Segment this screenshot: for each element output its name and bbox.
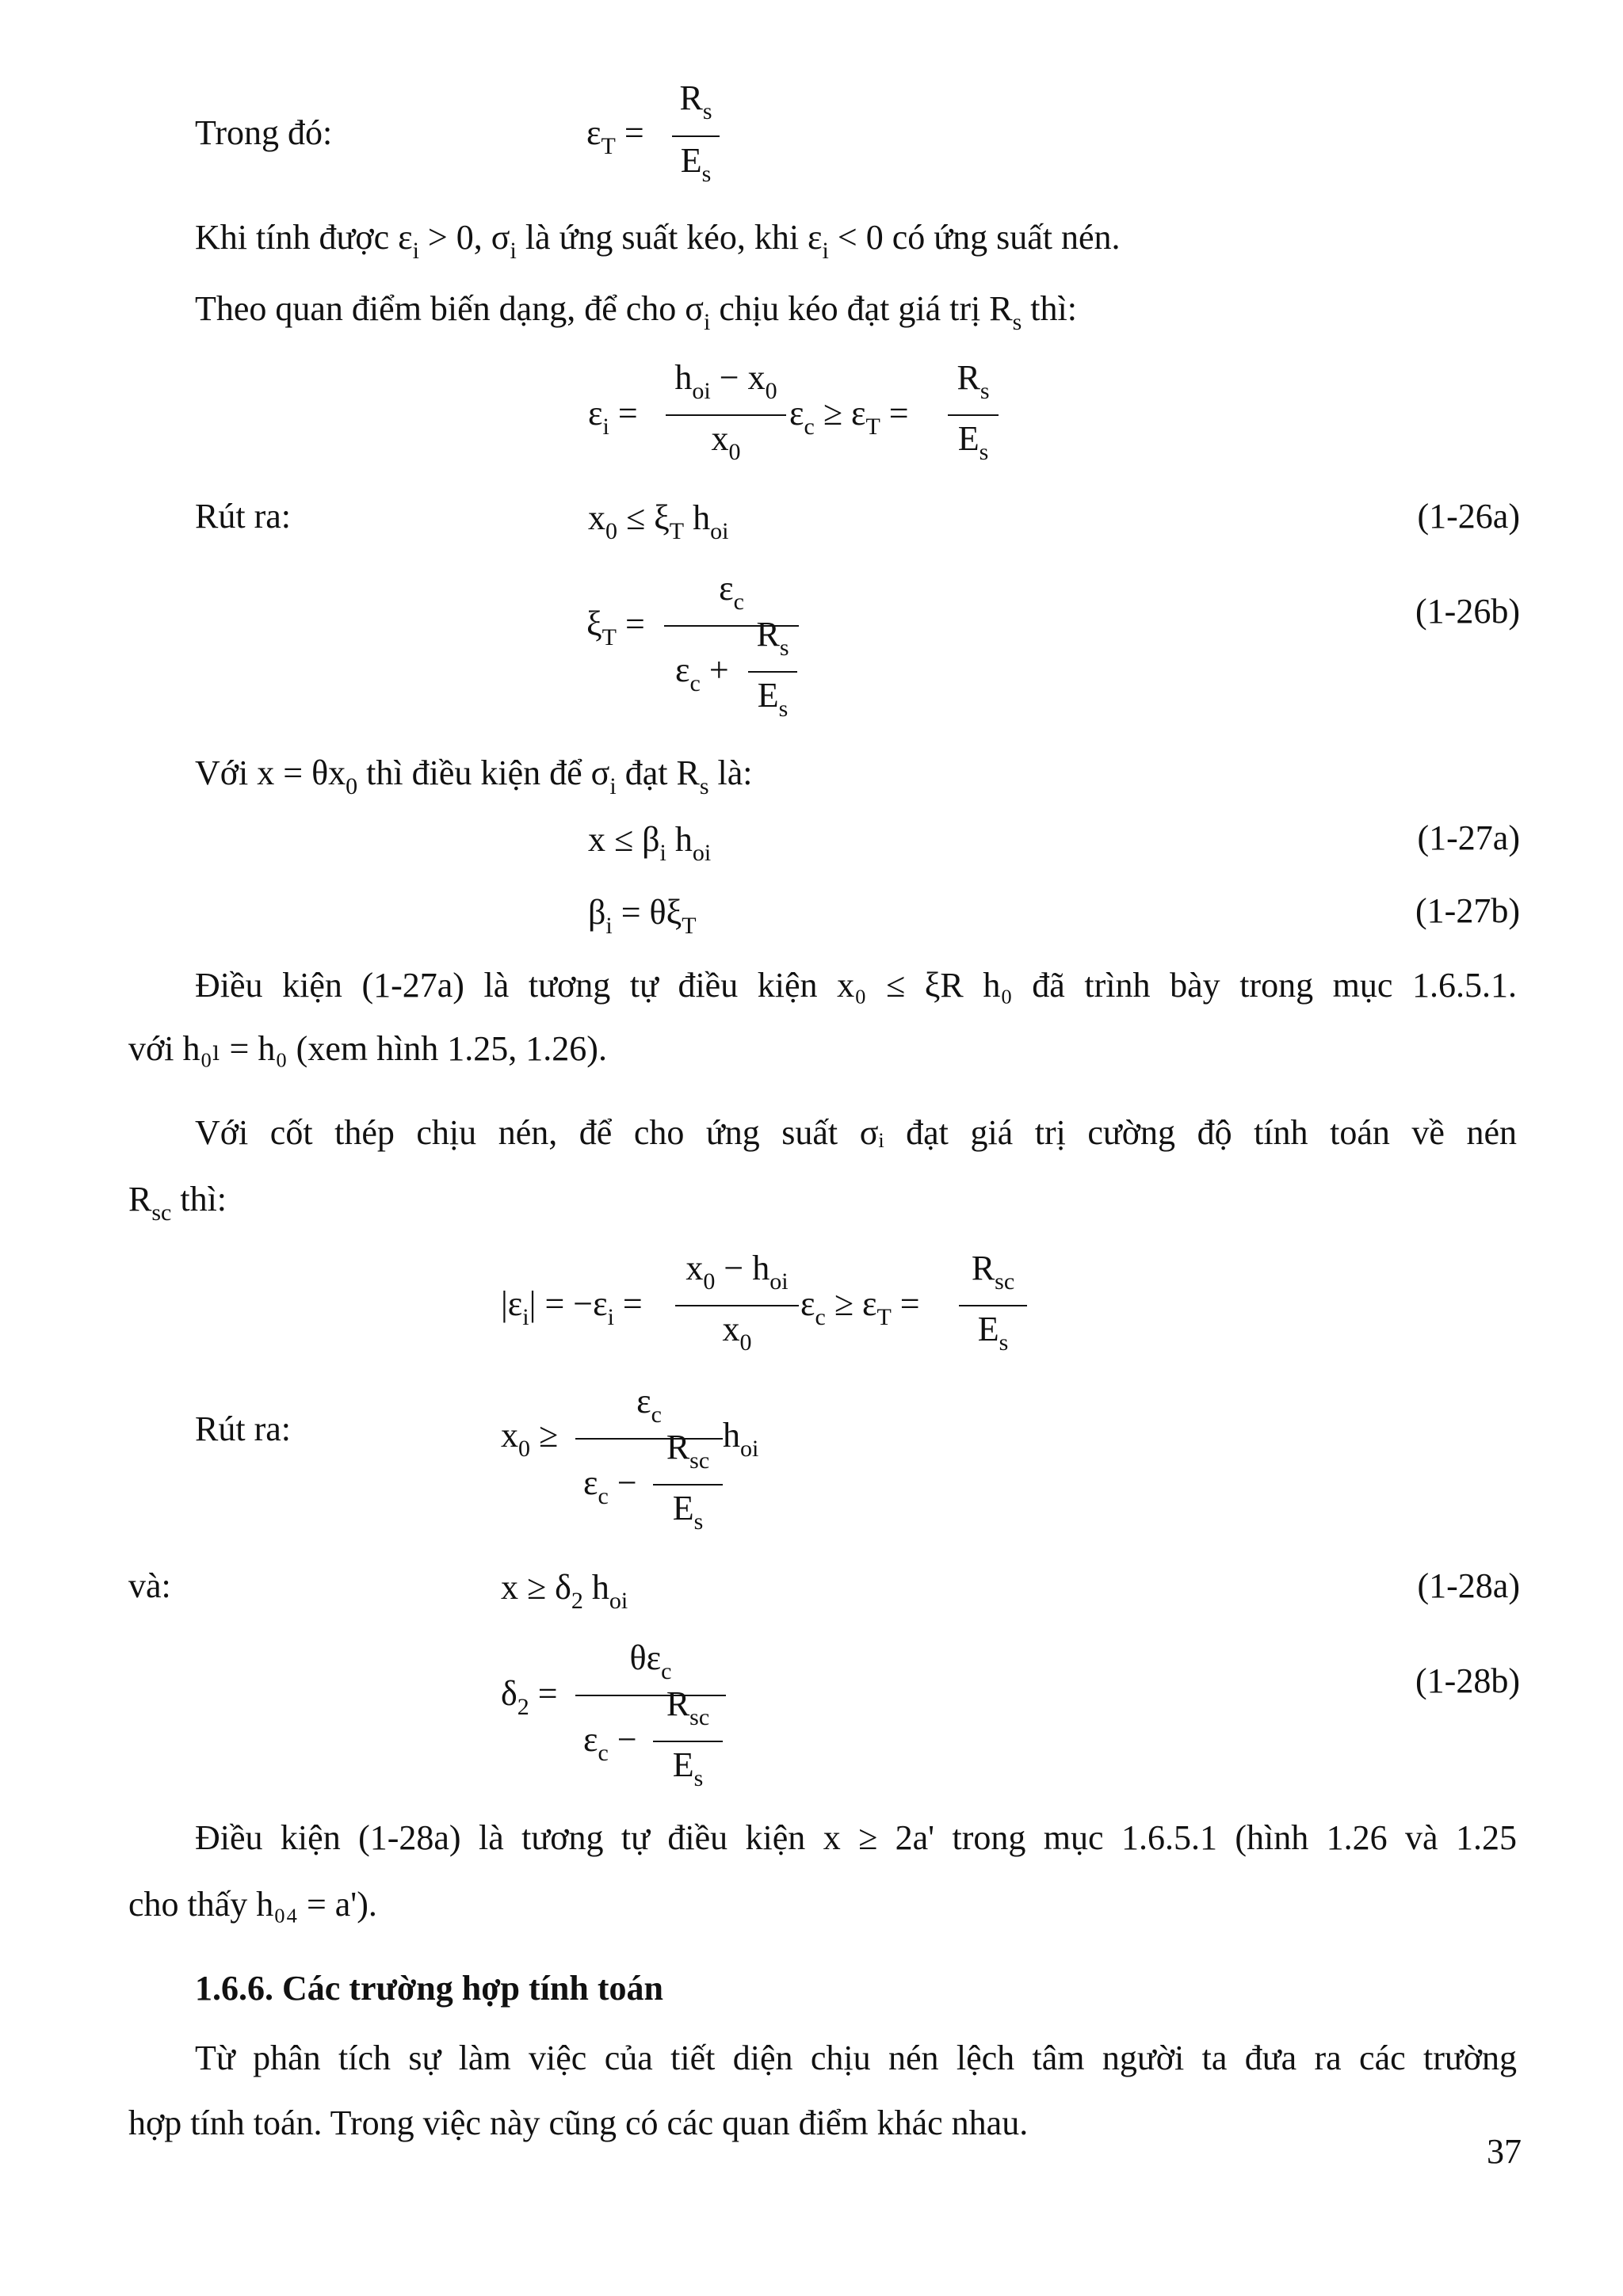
eq-26b-number: (1-26b) <box>1415 592 1520 631</box>
page-number: 37 <box>1487 2132 1522 2171</box>
eq-x0-geq-denominator-fraction: $R_{sc}$ $E_s$ <box>653 1428 723 1542</box>
dieu-kien-28a-line-1: Điều kiện (1-28a) là tương tự điều kiện x ≥ 2a' trong mục 1.6.5.1 (hình 1.26 và 1.25 <box>195 1818 1517 1857</box>
eq-epsilon-i-fraction: $h_{oi} - x_0$ $x_0$ <box>666 358 786 472</box>
eq-epsilon-t-fraction: $R_s$ $E_s$ <box>672 78 720 195</box>
para-last-line-2: hợp tính toán. Trong việc này cũng có các quan điểm khác nhau. <box>128 2103 1029 2142</box>
dieu-kien-28a-line-2: cho thấy h₀₄ = a'). <box>128 1885 377 1924</box>
eq-28b-fraction: $\theta\varepsilon_c$ <box>575 1638 726 1699</box>
eq-26b-lhs: $\xi_T$ = <box>586 605 645 650</box>
eq-27a-number: (1-27a) <box>1417 818 1520 857</box>
eq-epsilon-i-rs-es: $R_s$ $E_s$ <box>948 358 999 472</box>
voi-cot-thep-line-2: $R_{sc}$ thì: <box>128 1180 227 1226</box>
eq-x0-geq-denominator-left: $\varepsilon_c$ − <box>583 1463 637 1509</box>
eq-epsilon-t-lhs: $\varepsilon_T$ = <box>586 113 644 159</box>
eq-28a-body: $x \ge \delta_2$ $h_{oi}$ <box>501 1568 628 1614</box>
eq-26b-denominator-fraction: $R_s$ $E_s$ <box>748 615 797 729</box>
eq-26b-denominator-left: $\varepsilon_c$ + <box>675 650 729 696</box>
eq-28b-lhs: $\delta_2$ = <box>501 1674 558 1720</box>
dieu-kien-27a-line-1: Điều kiện (1-27a) là tương tự điều kiện x₀ ≤ ξR h₀ đã trình bày trong mục 1.6.5.1. <box>195 966 1517 1005</box>
dieu-kien-27a-line-2: với h₀ₗ = h₀ (xem hình 1.25, 1.26). <box>128 1029 607 1068</box>
eq-27a-body: $x \le \beta_i$ $h_{oi}$ <box>588 820 712 866</box>
eq-28b-number: (1-28b) <box>1415 1661 1520 1700</box>
eq-26a-body: $x_0 \le \xi_T$ $h_{oi}$ <box>588 498 729 544</box>
eq-x0-geq-fraction: $\varepsilon_c$ <box>575 1382 723 1443</box>
para-last-line-1: Từ phân tích sự làm việc của tiết diện chịu nén lệch tâm người ta đưa ra các trường <box>195 2039 1517 2077</box>
eq-27b-body: $\beta_i = \theta\xi_T$ <box>588 893 697 939</box>
eq-26b-fraction: $\varepsilon_c$ <box>664 569 799 630</box>
voi-cot-thep-line-1: Với cốt thép chịu nén, để cho ứng suất σᵢ đạt giá trị cường độ tính toán về nén <box>195 1113 1517 1152</box>
theo-quan-diem-line: Theo quan điểm biến dạng, để cho $\sigma_i$ chịu kéo đạt giá trị $R_s$ thì: <box>195 289 1077 335</box>
eq-28a-number: (1-28a) <box>1417 1566 1520 1605</box>
eq-abs-epsilon-fraction: $x_0 - h_{oi}$ $x_0$ <box>675 1249 799 1363</box>
eq-26a-number: (1-26a) <box>1417 497 1520 536</box>
eq-27b-number: (1-27b) <box>1415 891 1520 930</box>
rut-ra-label-1: Rút ra: <box>195 497 291 536</box>
eq-abs-epsilon-lhs: $|\varepsilon_i| = -\varepsilon_i$ = <box>501 1284 643 1330</box>
eq-epsilon-i-lhs: $\varepsilon_i$ = <box>588 394 638 440</box>
voi-x-line: Với $x = \theta x_0$ thì điều kiện để $\sigma_i$ đạt $R_s$ là: <box>195 753 753 799</box>
va-label: và: <box>128 1566 171 1605</box>
eq-28b-denominator-left: $\varepsilon_c$ − <box>583 1720 637 1766</box>
trong-do-label: Trong đó: <box>195 113 333 152</box>
khi-tinh-line: Khi tính được $\varepsilon_i > 0$, $\sigma_i$ là ứng suất kéo, khi $\varepsilon_i < 0$ có ứng suất nén. <box>195 218 1121 264</box>
section-heading: 1.6.6. Các trường hợp tính toán <box>195 1969 663 2008</box>
eq-abs-epsilon-rsc-es: $R_{sc}$ $E_s$ <box>959 1249 1027 1363</box>
eq-epsilon-i-mid: $\varepsilon_c \ge \varepsilon_T$ = <box>789 394 909 440</box>
eq-x0-geq-lhs: $x_0$ ≥ <box>501 1416 559 1462</box>
eq-abs-epsilon-mid: $\varepsilon_c \ge \varepsilon_T$ = <box>800 1284 920 1330</box>
eq-28b-denominator-fraction: $R_{sc}$ $E_s$ <box>653 1684 723 1798</box>
eq-x0-geq-hoi: $h_{oi}$ <box>723 1416 759 1462</box>
rut-ra-label-2: Rút ra: <box>195 1409 291 1448</box>
